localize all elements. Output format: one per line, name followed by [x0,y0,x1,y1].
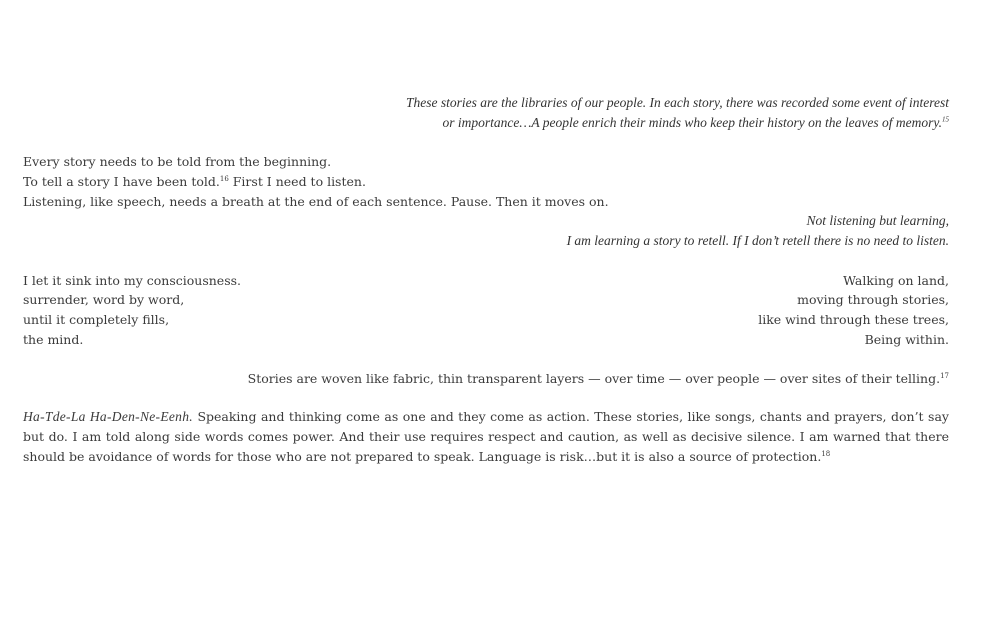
learning-line-1: Not listening but learning, [806,213,949,228]
right-stanza-line-3: like wind through these trees, [758,312,949,327]
left-stanza-line-2: surrender, word by word, [23,292,185,307]
footnote-marker: 16 [219,174,229,183]
footnote-marker: 17 [940,371,949,380]
closing-body: Speaking and thinking come as one and they come as action. These stories, like songs, chants and prayers, don’t say but do. I am told along side words comes power. And their use requires respect and caution, as well as decisive silence. I am warned that there should be avoidance of words for those who are not prepared to speak. Language is risk…but it is also a source of protection. [23,409,949,464]
left-stanza-line-3: until it completely fills, [23,312,170,327]
opening-line-1: Every story needs to be told from the beginning. [23,154,332,169]
opening-line-2 [23,172,366,192]
right-stanza-line-4: Being within. [864,332,949,347]
footnote-marker: 15 [942,115,949,124]
right-stanza-line-1: Walking on land, [843,273,949,288]
opening-line-2-text-b: First I need to listen. [228,174,366,189]
left-stanza-line-1: I let it sink into my consciousness. [23,273,241,288]
footnote-marker: 18 [821,449,831,458]
quote-line-2-text: or importance…A people enrich their minds who keep their history on the leaves of memory. [442,115,942,130]
quote-line-2 [442,113,949,133]
closing-lead: Ha-Tde-La Ha-Den-Ne-Eenh. [23,409,193,424]
opening-line-2-text-a: To tell a story I have been told. [23,174,220,189]
quote-line-1: These stories are the libraries of our people. In each story, there was recorded some event of interest [405,95,949,110]
right-stanza-line-2: moving through stories, [797,292,949,307]
left-stanza-line-4: the mind. [23,332,84,347]
learning-line-2: I am learning a story to retell. If I don’t retell there is no need to listen. [566,233,949,248]
woven-text: Stories are woven like fabric, thin transparent layers — over time — over people — over sites of their telling. [247,371,941,386]
closing-paragraph [23,407,949,466]
woven-line [248,369,949,389]
opening-line-3: Listening, like speech, needs a breath at the end of each sentence. Pause. Then it moves on. [23,194,609,209]
